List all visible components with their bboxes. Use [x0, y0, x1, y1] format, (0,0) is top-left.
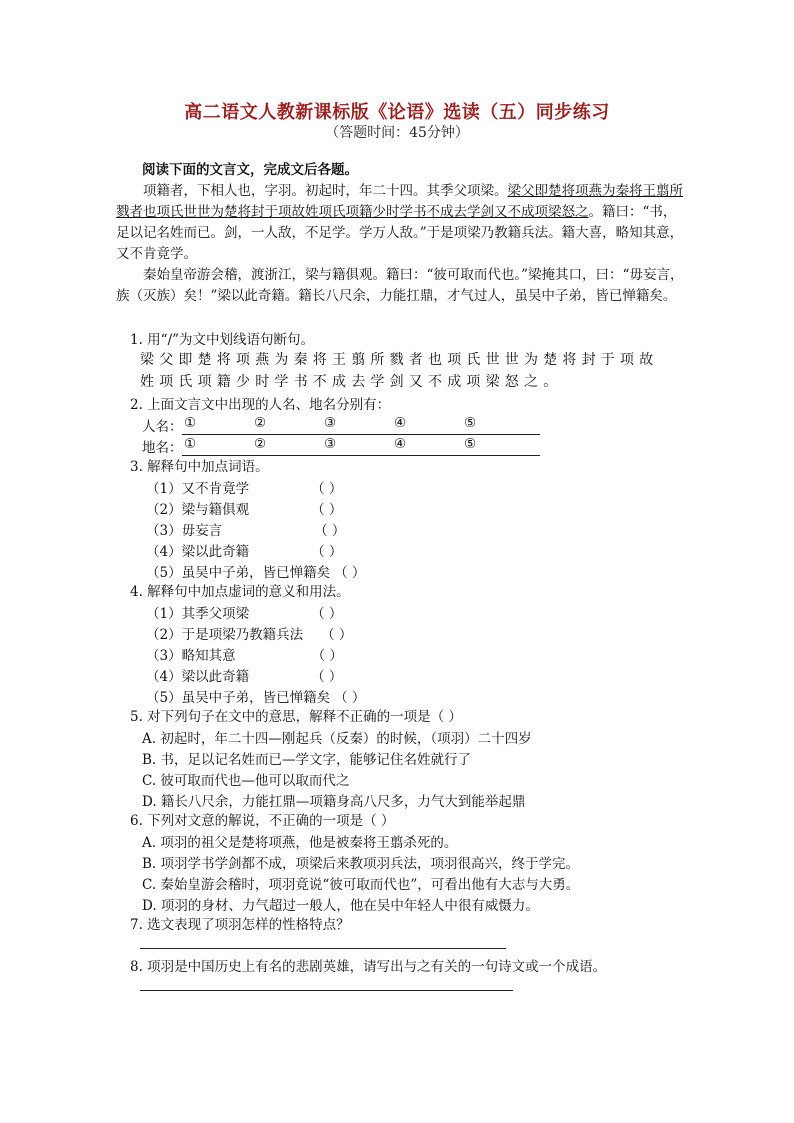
question-7-stem: 7. 选文表现了项羽怎样的性格特点？ — [130, 917, 350, 933]
question-4-item — [146, 623, 352, 643]
question-5-option-d[interactable]: D. 籍长八尺余，力能扛鼎—项籍身高八尺多，力气大到能举起鼎 — [142, 794, 526, 810]
item-text: （1）其季父项梁 — [146, 606, 250, 622]
item-text: （3）略知其意 — [146, 648, 236, 664]
page-title: 高二语文人教新课标版《论语》选读（五）同步练习 — [184, 102, 610, 123]
question-6-option-c[interactable]: C. 秦始皇游会稽时，项羽竟说“彼可取而代也”，可看出他有大志与大勇。 — [142, 877, 580, 893]
page-subtitle: （答题时间：45分钟） — [325, 125, 469, 141]
question-3-item — [146, 519, 345, 539]
answer-parentheses[interactable]: （ ） — [311, 648, 343, 664]
passage-paragraph-2: 秦始皇帝游会稽，渡浙江，梁与籍俱观。籍曰：“彼可取而代也。”梁掩其口，曰：“毋妄言，族（灭族）矣！”梁以此奇籍。籍长八尺余，力能扛鼎，才气过人，虽吴中子弟，皆已惮籍矣。 — [116, 267, 684, 304]
question-3-stem: 3. 解释句中加点词语。 — [130, 459, 269, 475]
person-names-label: 人名： — [142, 419, 183, 435]
question-4-item — [146, 644, 343, 664]
answer-parentheses[interactable]: （ ） — [311, 669, 343, 685]
place-names-row — [142, 436, 477, 456]
item-text: （4）梁以此奇籍 — [146, 544, 250, 560]
reading-instruction: 阅读下面的文言文，完成文后各题。 — [142, 162, 358, 178]
item-text: （2）于是项梁乃教籍兵法 — [146, 627, 304, 643]
item-text: （2）梁与籍俱观 — [146, 502, 250, 518]
question-3-item — [146, 561, 365, 581]
question-8-stem: 8. 项羽是中国历史上有名的悲剧英雄，请写出与之有关的一句诗文或一个成语。 — [130, 959, 607, 975]
item-text: （5）虽吴中子弟，皆已惮籍矣 — [146, 690, 331, 706]
question-4-item — [146, 686, 365, 706]
answer-parentheses[interactable]: （ ） — [334, 690, 366, 706]
answer-parentheses[interactable]: （ ） — [311, 544, 343, 560]
question-3-item — [146, 540, 342, 560]
person-names-row — [142, 415, 477, 435]
passage-text: 项籍者，下相人也，字羽。初起时，年二十四。其季父项梁。 — [143, 183, 508, 199]
question-6-stem: 6. 下列对文意的解说，不正确的一项是（ ） — [130, 813, 395, 829]
question-8-answer-line[interactable] — [140, 990, 513, 991]
slot-5: ⑤ — [464, 415, 477, 431]
slot-4: ④ — [394, 415, 407, 431]
question-6-option-d[interactable]: D. 项羽的身材、力气超过一般人，他在吴中年轻人中很有威慑力。 — [142, 898, 539, 914]
item-text: （5）虽吴中子弟，皆已惮籍矣 — [146, 565, 331, 581]
question-6-option-b[interactable]: B. 项羽学书学剑都不成，项梁后来教项羽兵法，项羽很高兴，终于学完。 — [142, 856, 580, 872]
slot-4: ④ — [394, 436, 407, 452]
slot-1: ① — [184, 415, 197, 431]
question-4-item — [146, 602, 342, 622]
question-5-option-a[interactable]: A. 初起时，年二十四—刚起兵（反秦）的时候，（项羽）二十四岁 — [142, 731, 532, 747]
underlined-sentence: 梁父即楚将项燕为秦将王翦所戮者也项氏世世为楚将封于项故姓项氏项籍少时学书不成去学剑又不成项梁怒之 — [116, 183, 683, 220]
question-6-option-a[interactable]: A. 项羽的祖父是楚将项燕，他是被秦将王翦杀死的。 — [142, 835, 458, 851]
slot-1: ① — [184, 436, 197, 452]
slot-5: ⑤ — [464, 436, 477, 452]
slot-3: ③ — [324, 436, 337, 452]
passage-text: 。籍曰：“书，足以记名姓而已。剑，一人敌，不足学。学万人敌。”于是项梁乃教籍兵法。籍大喜，略知其意，又不肯竟学。 — [116, 204, 684, 262]
answer-line[interactable] — [182, 455, 540, 456]
passage-paragraph-1 — [116, 181, 686, 265]
place-names-label: 地名： — [142, 440, 183, 456]
answer-line[interactable] — [182, 434, 540, 435]
answer-parentheses[interactable]: （ ） — [321, 627, 353, 643]
question-2-stem: 2. 上面文言文中出现的人名、地名分别有： — [130, 397, 391, 413]
question-1-sentence-line-2: 姓项氏项籍少时学书不成去学剑又不成项梁怒之。 — [140, 374, 563, 390]
answer-parentheses[interactable]: （ ） — [311, 481, 343, 497]
question-4-stem: 4. 解释句中加点虚词的意义和用法。 — [130, 584, 350, 600]
question-4-item — [146, 665, 342, 685]
question-3-item — [146, 498, 342, 518]
item-text: （4）梁以此奇籍 — [146, 669, 250, 685]
question-3-item — [146, 477, 342, 497]
question-5-stem: 5. 对下列句子在文中的意思，解释不正确的一项是（ ） — [130, 709, 462, 725]
item-text: （3）毋妄言 — [146, 523, 223, 539]
slot-2: ② — [254, 436, 267, 452]
answer-parentheses[interactable]: （ ） — [314, 523, 346, 539]
answer-parentheses[interactable]: （ ） — [334, 565, 366, 581]
passage — [116, 181, 686, 307]
question-7-answer-line[interactable] — [140, 948, 506, 949]
question-5-option-b[interactable]: B. 书，足以记名姓而已—学文字，能够记住名姓就行了 — [142, 752, 472, 768]
answer-parentheses[interactable]: （ ） — [311, 606, 343, 622]
slot-2: ② — [254, 415, 267, 431]
question-1-stem: 1. 用“/”为文中划线语句断句。 — [130, 332, 315, 348]
slot-3: ③ — [324, 415, 337, 431]
answer-parentheses[interactable]: （ ） — [311, 502, 343, 518]
question-1-sentence-line-1: 梁父即楚将项燕为秦将王翦所戮者也项氏世世为楚将封于项故 — [140, 352, 659, 368]
item-text: （1）又不肯竟学 — [146, 481, 250, 497]
question-5-option-c[interactable]: C. 彼可取而代也—他可以取而代之 — [142, 773, 350, 789]
